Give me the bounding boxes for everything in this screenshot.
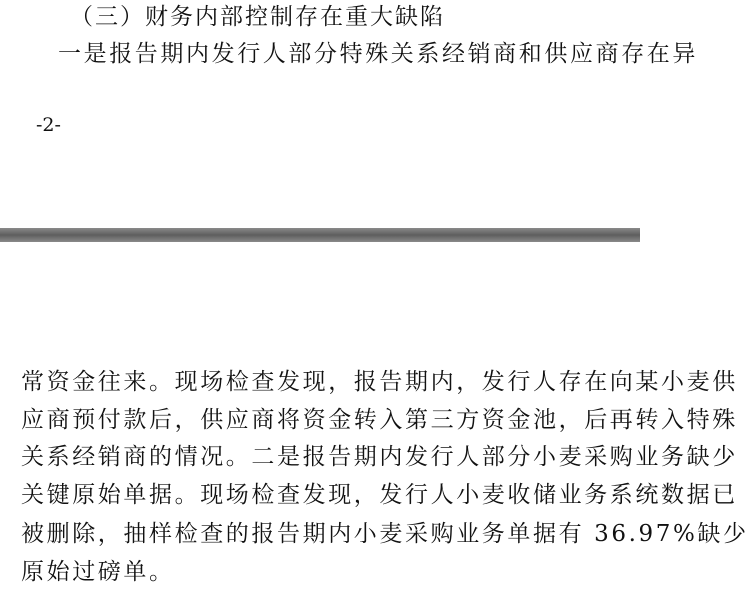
paragraph-line: 一是报告期内发行人部分特殊关系经销商和供应商存在异 [58,41,698,67]
paragraph-line: 应商预付款后，供应商将资金转入第三方资金池，后再转入特殊 [21,407,738,433]
page-separator [0,228,640,242]
paragraph-line: 关键原始单据。现场检查发现，发行人小麦收储业务系统数据已 [21,482,738,508]
section-heading: （三）财务内部控制存在重大缺陷 [70,4,445,30]
paragraph-line: 被删除，抽样检查的报告期内小麦采购业务单据有 36.97%缺少 [21,521,749,547]
document-page-bottom [0,242,749,613]
document-page-top [0,0,698,228]
paragraph-line: 原始过磅单。 [21,559,175,585]
paragraph-line: 常资金往来。现场检查发现，报告期内，发行人存在向某小麦供 [21,369,738,395]
paragraph-line: 关系经销商的情况。二是报告期内发行人部分小麦采购业务缺少 [21,444,738,470]
page-number: -2- [36,114,61,136]
